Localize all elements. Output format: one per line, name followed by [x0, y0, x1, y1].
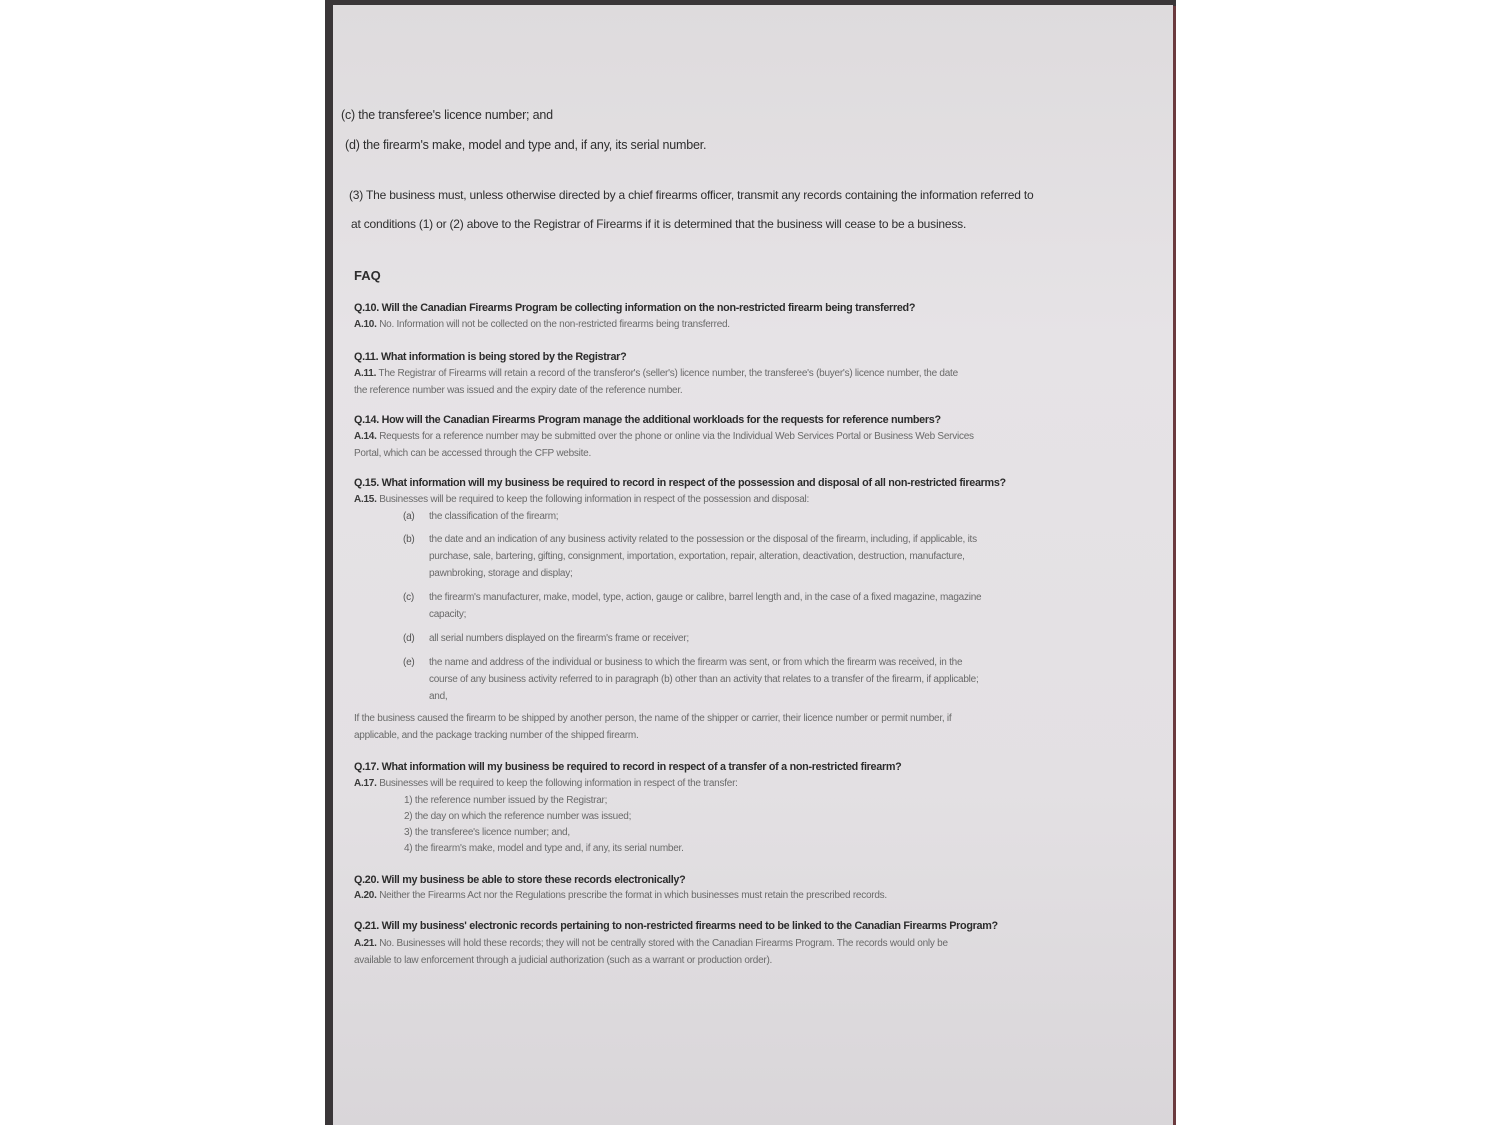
- faq-heading: FAQ: [354, 268, 381, 283]
- answer-11-line-2: the reference number was issued and the expiry date of the reference number.: [354, 385, 683, 396]
- answer-17-label: A.17.: [354, 778, 377, 789]
- answer-10-text: No. Information will not be collected on the non-restricted firearms being transferred.: [379, 319, 730, 330]
- answer-21-text-1: No. Businesses will hold these records; they will not be centrally stored with the Canadian Firearms Program. The records would only be: [379, 938, 948, 949]
- question-14: Q.14. How will the Canadian Firearms Program manage the additional workloads for the requests for reference numbers?: [354, 414, 941, 426]
- shipping-note-line-2: applicable, and the package tracking number of the shipped firearm.: [354, 730, 639, 741]
- list-item-c-mark: (c): [403, 592, 414, 603]
- transfer-item-1: 1) the reference number issued by the Registrar;: [404, 795, 608, 806]
- answer-17-text: Businesses will be required to keep the following information in respect of the transfer:: [379, 778, 738, 789]
- answer-14-line-2: Portal, which can be accessed through the CFP website.: [354, 448, 592, 459]
- answer-21-label: A.21.: [354, 938, 377, 949]
- list-item-b-mark: (b): [403, 534, 415, 545]
- list-item-b-text-1: the date and an indication of any business activity related to the possession or the disposal of the firearm, including, if applicable, its: [429, 534, 977, 545]
- list-item-e-text-1: the name and address of the individual or business to which the firearm was sent, or from which the firearm was received, in the: [429, 657, 963, 668]
- answer-14-label: A.14.: [354, 431, 377, 442]
- photo-edge-left: [325, 0, 333, 1125]
- answer-11-text-1: The Registrar of Firearms will retain a record of the transferor's (seller's) licence number, the transferee's (buyer's) licence number, the date: [378, 368, 958, 379]
- paragraph-3-line-1: (3) The business must, unless otherwise directed by a chief firearms officer, transmit any records containing the information referred to: [349, 188, 1034, 202]
- list-item-b-line-3: pawnbroking, storage and display;: [429, 568, 573, 579]
- condition-c: (c) the transferee's licence number; and: [341, 108, 553, 122]
- answer-15-label: A.15.: [354, 494, 377, 505]
- shipping-note-line-1: If the business caused the firearm to be shipped by another person, the name of the shipper or carrier, their licence number or permit number, if: [354, 713, 952, 724]
- question-17: Q.17. What information will my business be required to record in respect of a transfer of a non-restricted firearm?: [354, 761, 902, 773]
- transfer-item-3: 3) the transferee's licence number; and,: [404, 827, 570, 838]
- list-item-d-text: all serial numbers displayed on the firearm's frame or receiver;: [429, 633, 689, 644]
- answer-21-line-2: available to law enforcement through a judicial authorization (such as a warrant or production order).: [354, 955, 773, 966]
- list-item-c-line-1: [403, 592, 981, 603]
- answer-14-line-1: [354, 431, 974, 442]
- transfer-item-2: 2) the day on which the reference number was issued;: [404, 811, 632, 822]
- transfer-item-4: 4) the firearm's make, model and type and, if any, its serial number.: [404, 843, 684, 854]
- answer-21-line-1: [354, 938, 948, 949]
- answer-10: [354, 319, 730, 330]
- list-item-e-line-1: [403, 657, 962, 668]
- list-item-c-line-2: capacity;: [429, 609, 467, 620]
- question-15: Q.15. What information will my business be required to record in respect of the possession and disposal of all non-restricted firearms?: [354, 477, 1006, 489]
- list-item-a: [403, 511, 558, 522]
- document-page: [333, 5, 1173, 1125]
- list-item-e-mark: (e): [403, 657, 415, 668]
- list-item-e-line-3: and,: [429, 691, 448, 702]
- list-item-c-text-1: the firearm's manufacturer, make, model, type, action, gauge or calibre, barrel length and, in the case of a fixed magazine, magazine: [429, 592, 982, 603]
- list-item-b-line-1: [403, 534, 977, 545]
- answer-14-text-1: Requests for a reference number may be submitted over the phone or online via the Individual Web Services Portal or Business Web Services: [379, 431, 974, 442]
- answer-15: [354, 494, 809, 505]
- answer-10-label: A.10.: [354, 319, 377, 330]
- answer-15-text: Businesses will be required to keep the following information in respect of the possession and disposal:: [379, 494, 810, 505]
- list-item-b-line-2: purchase, sale, bartering, gifting, consignment, importation, exportation, repair, alteration, deactivation, destruction, manufacture,: [429, 551, 965, 562]
- question-20: Q.20. Will my business be able to store these records electronically?: [354, 874, 686, 886]
- question-21: Q.21. Will my business' electronic records pertaining to non-restricted firearms need to be linked to the Canadian Firearms Program?: [354, 920, 998, 932]
- list-item-e-line-2: course of any business activity referred to in paragraph (b) other than an activity that relates to a transfer of the firearm, if applicable;: [429, 674, 979, 685]
- condition-d: (d) the firearm's make, model and type and, if any, its serial number.: [345, 138, 707, 152]
- answer-11-label: A.11.: [354, 368, 377, 379]
- paragraph-3-line-2: at conditions (1) or (2) above to the Registrar of Firearms if it is determined that the business will cease to be a business.: [351, 217, 967, 231]
- question-11: Q.11. What information is being stored by the Registrar?: [354, 351, 627, 363]
- answer-17: [354, 778, 738, 789]
- answer-20-text: Neither the Firearms Act nor the Regulations prescribe the format in which businesses must retain the prescribed records.: [379, 890, 887, 901]
- answer-20: [354, 890, 887, 901]
- list-item-a-text: the classification of the firearm;: [429, 511, 559, 522]
- question-10: Q.10. Will the Canadian Firearms Program be collecting information on the non-restricted firearm being transferred?: [354, 302, 916, 314]
- list-item-d: [403, 633, 689, 644]
- answer-11-line-1: [354, 368, 958, 379]
- list-item-d-mark: (d): [403, 633, 415, 644]
- answer-20-label: A.20.: [354, 890, 377, 901]
- list-item-a-mark: (a): [403, 511, 415, 522]
